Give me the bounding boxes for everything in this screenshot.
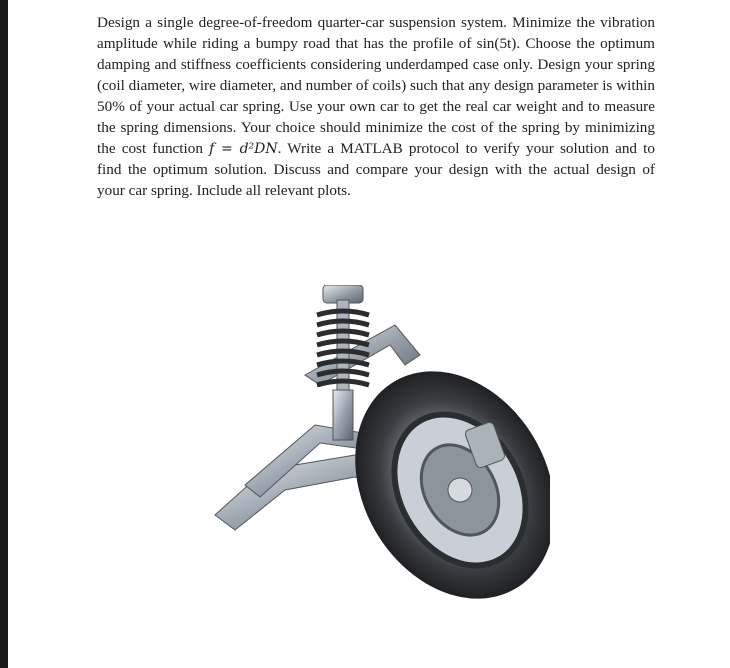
text-line: the spring dimensions. Your choice should minimize the cost of the spring by minimizing [97,119,655,136]
text-line: (coil diameter, wire diameter, and number of coils) such that any design parameter is within [97,77,655,94]
text-line: amplitude while riding a bumpy road that has the profile of sin(5t). Choose the optimum [97,35,655,52]
suspension-illustration [205,285,550,615]
coil-spring-strut [317,285,369,440]
left-border [0,0,8,668]
text-line: your car spring. Include all relevant plots. [97,182,351,199]
text-segment: . Write a MATLAB protocol to verify your solution and to [277,140,655,157]
problem-statement [97,12,655,201]
text-segment: the cost function [97,140,210,157]
text-line: 50% of your actual car spring. Use your own car to get the real car weight and to measure [97,98,655,115]
text-line: Design a single degree-of-freedom quarter-car suspension system. Minimize the vibration [97,14,655,31]
text-line-formula [97,138,655,159]
text-line: damping and stiffness coefficients considering underdamped case only. Design your spring [97,56,655,73]
text-line: find the optimum solution. Discuss and compare your design with the actual design of [97,161,655,178]
cost-function-formula: f = d²DN [209,141,278,157]
